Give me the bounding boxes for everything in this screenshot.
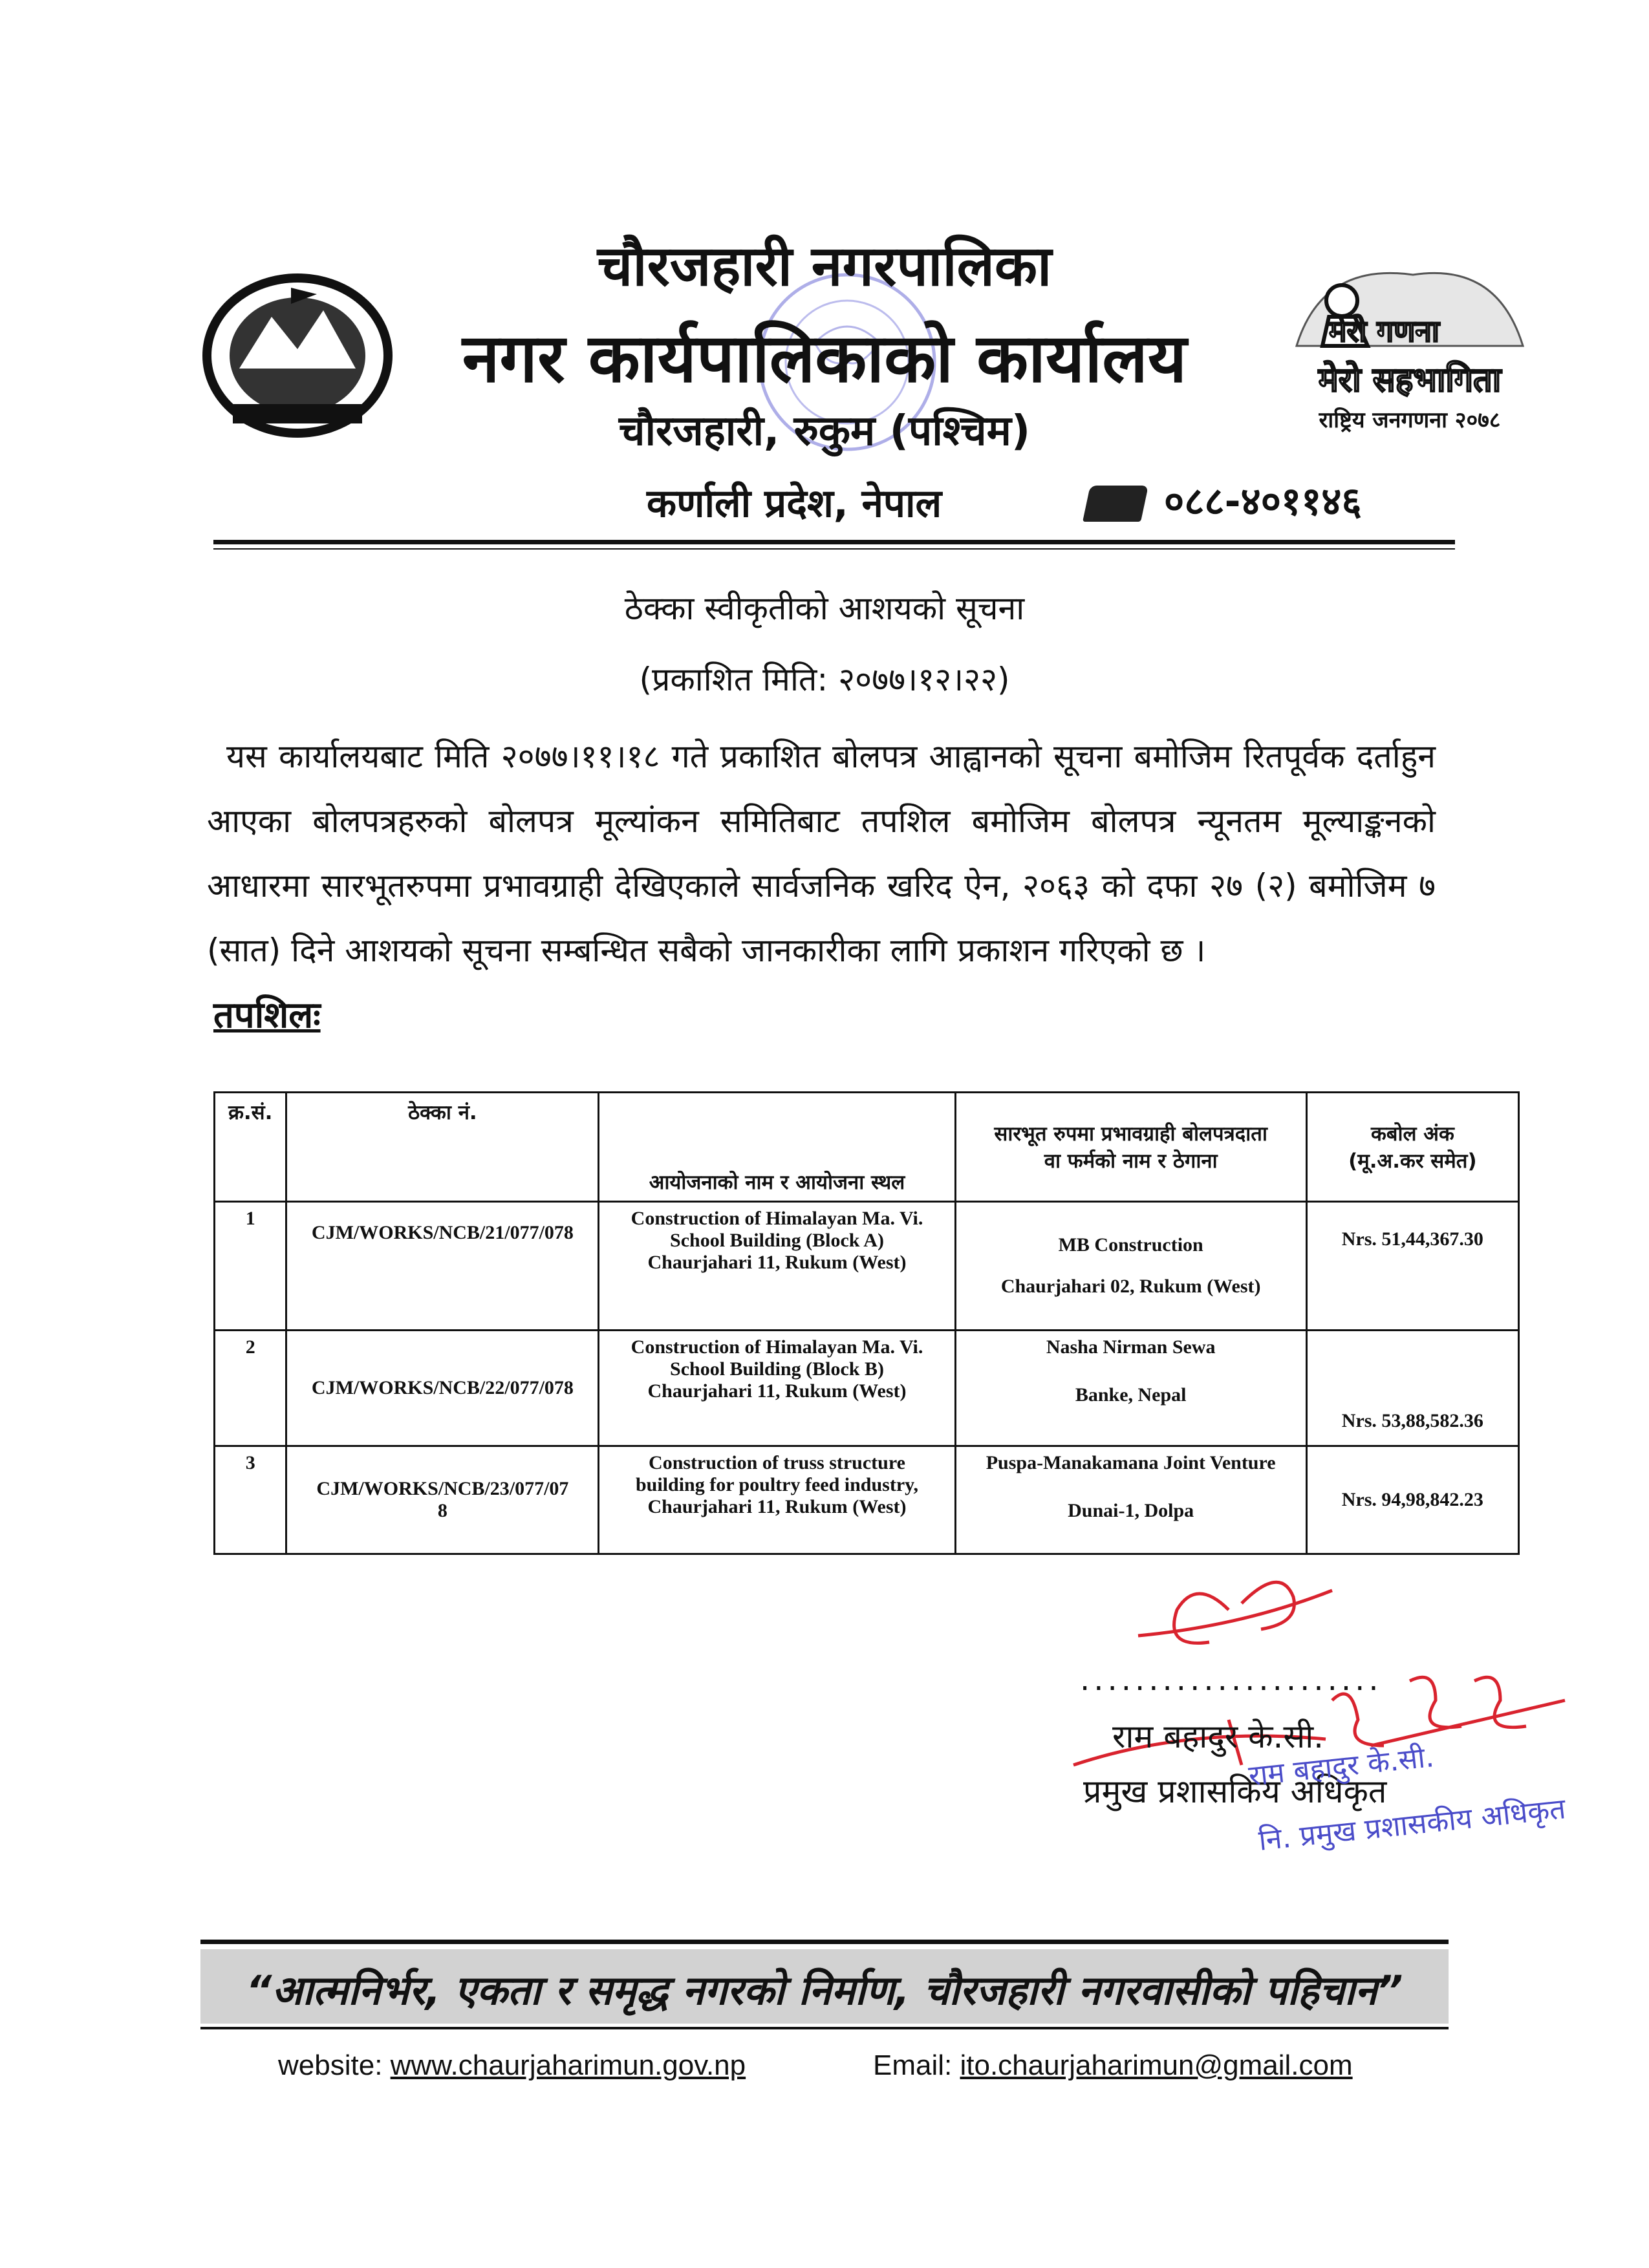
row-bidder — [955, 1446, 1306, 1554]
row-project-line: School Building (Block B) — [670, 1358, 884, 1380]
contract-table — [213, 1091, 1520, 1555]
website-link[interactable]: www.chaurjaharimun.gov.np — [390, 2049, 746, 2081]
row-contract-no: CJM/WORKS/NCB/22/077/078 — [286, 1331, 599, 1446]
row-bidder-address: Dunai-1, Dolpa — [1068, 1500, 1194, 1521]
signature-dots: ...................... — [1080, 1662, 1383, 1698]
row-project-line: School Building (Block A) — [670, 1230, 884, 1251]
row-project-line: Construction of truss structure — [649, 1452, 905, 1473]
census-line-3: राष्ट्रिय जनगणना २०७८ — [1319, 407, 1501, 433]
notice-body: यस कार्यालयबाट मिति २०७७।११।१८ गते प्रकाशित बोलपत्र आह्वानको सूचना बमोजिम रितपूर्वक दर्ताहुन आएका बोलपत्रहरुको बोलपत्र मूल्यांकन समितिबाट तपशिल बमोजिम बोलपत्र न्यूनतम मूल्याङ्कनको आधारमा सारभूतरुपमा प्रभावग्राही देखिएकाले सार्वजनिक खरिद ऐन, २०६३ को दफा २७ (२) बमोजिम ७ (सात) दिने आशयको सूचना सम्बन्धित सबैको जानकारीका लागि प्रकाशन गरिएको छ । — [207, 738, 1436, 969]
tapasil-heading: तपशिलः — [213, 994, 321, 1036]
stamp-designation: नि. प्रमुख प्रशासकीय अधिकृत — [1256, 1792, 1568, 1857]
row-bidder-name: MB Construction — [1058, 1234, 1203, 1256]
notice-published-date: (प्रकाशित मिति: २०७७।१२।२२) — [639, 661, 1010, 698]
row-bidder-address: Banke, Nepal — [1075, 1384, 1187, 1406]
row-bidder-address: Chaurjahari 02, Rukum (West) — [1000, 1276, 1261, 1297]
phone-text: ०८८-४०११४६ — [1164, 479, 1362, 524]
notice-title: ठेक्का स्वीकृतीको आशयको सूचना — [624, 590, 1025, 627]
row-project-line: Chaurjahari 11, Rukum (West) — [647, 1252, 907, 1273]
row-project-line: building for poultry feed industry, — [635, 1474, 919, 1495]
census-logo — [1284, 249, 1536, 443]
province-name: कर्णाली प्रदेश, नेपाल — [647, 481, 942, 526]
row-project — [599, 1446, 955, 1554]
telephone-icon — [1083, 486, 1148, 522]
row-contract-no-line: 8 — [437, 1500, 447, 1521]
row-contract-no — [286, 1446, 599, 1554]
row-contract-no: CJM/WORKS/NCB/21/077/078 — [286, 1202, 599, 1331]
header-bidder-line-1: सारभूत रुपमा प्रभावग्राही बोलपत्रदाता — [994, 1122, 1267, 1146]
website-label: website: — [278, 2049, 391, 2081]
header-bidder-line-2: वा फर्मको नाम र ठेगाना — [1044, 1150, 1218, 1173]
row-project-line: Construction of Himalayan Ma. Vi. — [630, 1208, 923, 1229]
row-sn: 3 — [215, 1446, 286, 1554]
census-line-2: मेरो सहभागिता — [1318, 361, 1502, 400]
row-sn: 2 — [215, 1331, 286, 1446]
header-bidder — [955, 1093, 1306, 1202]
row-bidder-name: Puspa-Manakamana Joint Venture — [986, 1452, 1276, 1473]
row-project — [599, 1331, 955, 1446]
header-amount-line-2: (मू.अ.कर समेत) — [1348, 1150, 1477, 1173]
row-amount: Nrs. 94,98,842.23 — [1306, 1446, 1518, 1554]
header-divider — [213, 540, 1455, 544]
footer-divider — [200, 1940, 1449, 1944]
office-name: नगर कार्यपालिकाको कार्यालय — [462, 319, 1187, 398]
email-link[interactable]: ito.chaurjaharimun@gmail.com — [960, 2049, 1353, 2081]
row-bidder — [955, 1202, 1306, 1331]
row-sn: 1 — [215, 1202, 286, 1331]
row-project-line: Chaurjahari 11, Rukum (West) — [647, 1380, 907, 1402]
header-sn: क्र.सं. — [215, 1093, 286, 1202]
header-divider-thin — [213, 548, 1455, 550]
row-bidder — [955, 1331, 1306, 1446]
row-project — [599, 1202, 955, 1331]
email-label: Email: — [873, 2049, 960, 2081]
phone-number — [1086, 473, 1362, 526]
row-project-line: Chaurjahari 11, Rukum (West) — [647, 1496, 907, 1517]
census-line-1: मेरो गणना — [1329, 314, 1439, 348]
header-contract-no: ठेक्का नं. — [286, 1093, 599, 1202]
row-amount: Nrs. 51,44,367.30 — [1306, 1202, 1518, 1331]
row-amount: Nrs. 53,88,582.36 — [1306, 1331, 1518, 1446]
signatory-designation: प्रमुख प्रशासकिय अधिकृत — [1083, 1773, 1387, 1810]
office-address: चौरजहारी, रुकुम (पश्चिम) — [618, 407, 1031, 455]
row-contract-no-line: CJM/WORKS/NCB/23/077/07 — [316, 1478, 569, 1499]
table-row — [215, 1446, 1519, 1554]
footer-email — [873, 2049, 1353, 2082]
table-row — [215, 1202, 1519, 1331]
row-project-line: Construction of Himalayan Ma. Vi. — [630, 1336, 923, 1358]
table-header-row — [215, 1093, 1519, 1202]
table-row — [215, 1331, 1519, 1446]
header-amount-line-1: कबोल अंक — [1370, 1122, 1454, 1146]
municipality-name: चौरजहारी नगरपालिका — [597, 234, 1052, 299]
header-amount — [1306, 1093, 1518, 1202]
header-project: आयोजनाको नाम र आयोजना स्थल — [599, 1093, 955, 1202]
signatory-name: राम बहादुर के.सी. — [1112, 1718, 1324, 1755]
stamp-name: राम बहादुर के.सी. — [1247, 1740, 1436, 1793]
footer-slogan: “आत्मनिर्भर, एकता र समृद्ध नगरको निर्माण, चौरजहारी नगरवासीको पहिचान” — [246, 1967, 1403, 2014]
footer-divider-2 — [200, 2027, 1449, 2029]
footer-website — [278, 2049, 746, 2082]
row-bidder-name: Nasha Nirman Sewa — [1046, 1336, 1216, 1358]
